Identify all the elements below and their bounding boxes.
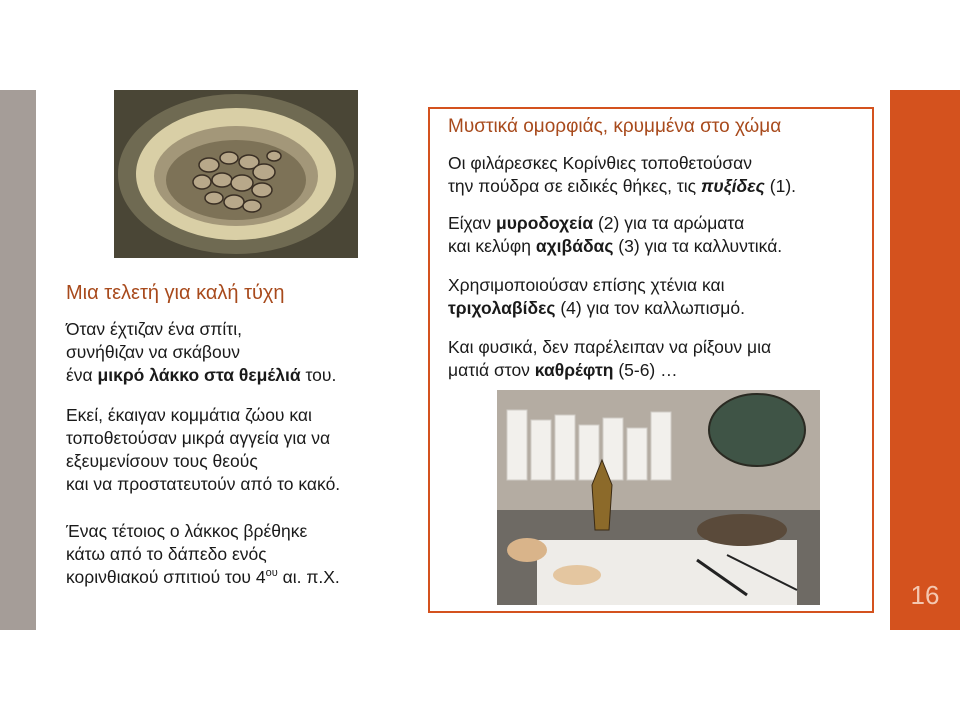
text-line: και κελύφη αχιβάδας (3) για τα καλλυντικά. bbox=[448, 236, 783, 256]
museum-display-photo bbox=[497, 390, 820, 605]
beauty-paragraph-3 bbox=[448, 274, 745, 320]
right-accent-bar bbox=[890, 90, 960, 630]
text-line: την πούδρα σε ειδικές θήκες, τις πυξίδες (1). bbox=[448, 176, 797, 196]
text-line: κάτω από το δάπεδο ενός bbox=[66, 544, 267, 564]
text-line: Οι φιλάρεσκες Κορίνθιες τοποθετούσαν bbox=[448, 153, 752, 173]
beauty-paragraph-1 bbox=[448, 152, 796, 198]
left-accent-bar bbox=[0, 90, 36, 630]
museum-display-illustration bbox=[497, 390, 820, 605]
ritual-paragraph-2 bbox=[66, 404, 340, 496]
text-line: Εκεί, έκαιγαν κομμάτια ζώου και bbox=[66, 405, 312, 425]
foundation-pit-illustration bbox=[114, 90, 358, 258]
text-line: Είχαν μυροδοχεία (2) για τα αρώματα bbox=[448, 213, 745, 233]
beauty-paragraph-4 bbox=[448, 336, 771, 382]
text-line: ένα μικρό λάκκο στα θεμέλιά του. bbox=[66, 365, 337, 385]
foundation-pit-photo bbox=[114, 90, 358, 258]
ritual-paragraph-1 bbox=[66, 318, 336, 387]
beauty-secrets-heading: Μυστικά ομορφιάς, κρυμμένα στο χώμα bbox=[448, 116, 782, 137]
text-line: κορινθιακού σπιτιού του $4^{o\upsilon}$ αι. π.Χ. bbox=[66, 567, 340, 587]
text-line: τριχολαβίδες (4) για τον καλλωπισμό. bbox=[448, 298, 745, 318]
text-line: εξευμενίσουν τους θεούς bbox=[66, 451, 258, 471]
text-line: ματιά στον καθρέφτη (5-6) … bbox=[448, 360, 678, 380]
text-line: και να προστατευτούν από το κακό. bbox=[66, 474, 341, 494]
beauty-paragraph-2 bbox=[448, 212, 782, 258]
page-number: 16 bbox=[910, 580, 940, 610]
text-line: συνήθιζαν να σκάβουν bbox=[66, 342, 241, 362]
ritual-paragraph-3 bbox=[66, 520, 340, 589]
text-line: Όταν έχτιζαν ένα σπίτι, bbox=[66, 319, 242, 339]
ritual-heading: Μια τελετή για καλή τύχη bbox=[66, 282, 285, 304]
text-line: τοποθετούσαν μικρά αγγεία για να bbox=[66, 428, 331, 448]
text-line: Και φυσικά, δεν παρέλειπαν να ρίξουν μια bbox=[448, 337, 772, 357]
text-line: Ένας τέτοιος ο λάκκος βρέθηκε bbox=[66, 521, 308, 541]
text-line: Χρησιμοποιούσαν επίσης χτένια και bbox=[448, 275, 725, 295]
